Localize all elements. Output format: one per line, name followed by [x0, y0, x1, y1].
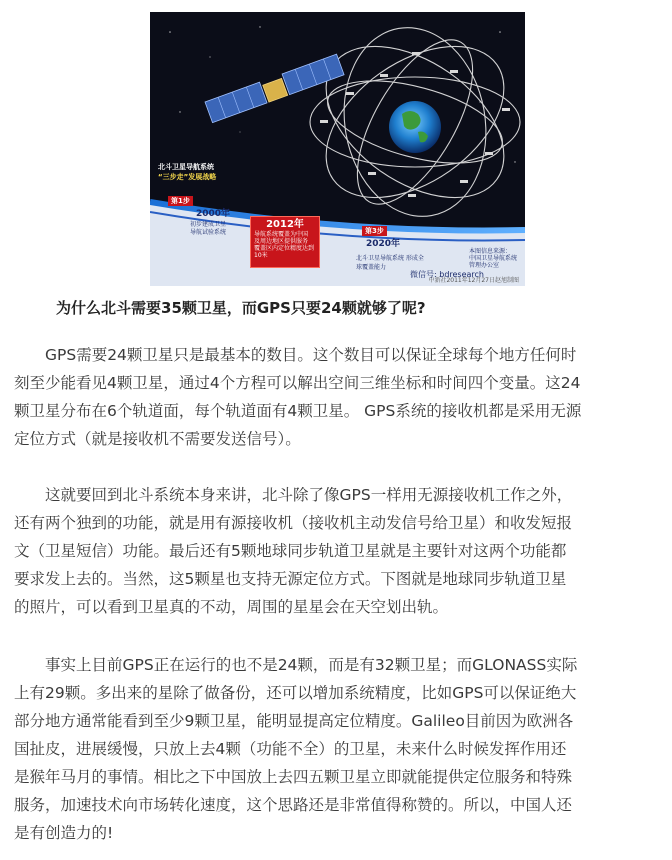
figure-credit: 中新社2011年12月27日赵旭制图: [428, 277, 519, 284]
text-line: 还有两个独到的功能，就是用有源接收机（接收机主动发信号给卫星）和收发短报: [14, 514, 573, 532]
text-line: 事实上目前GPS正在运行的也不是24颗，而是有32颗卫星；而GLONASS实际: [14, 656, 578, 674]
text-line: 服务，加速技术向市场转化速度，这个思路还是非常值得称赞的。所以，中国人还: [14, 796, 573, 814]
text-line: 文（卫星短信）功能。最后还有5颗地球同步轨道卫星就是主要针对这两个功能都: [14, 542, 567, 560]
text-line: 是有创造力的!: [14, 824, 114, 842]
text-line: 刻至少能看见4颗卫星，通过4个方程可以解出空间三维坐标和时间四个变量。这24: [14, 374, 581, 392]
figure-title: 北斗卫星导航系统 “三步走”发展战略: [158, 163, 217, 181]
text-line: 是猴年马月的事情。相比之下中国放上去四五颗卫星立即就能提供定位服务和特殊: [14, 768, 573, 786]
step1-description: 初步建成卫星 导航试验系统: [190, 221, 227, 236]
text-line: 这就要回到北斗系统本身来讲，北斗除了像GPS一样用无源接收机工作之外，: [14, 486, 573, 504]
paragraph-gps-glonass-galileo: [14, 651, 664, 847]
paragraph-gps-24: [14, 341, 664, 453]
text-line: GPS需要24颗卫星只是最基本的数目。这个数目可以保证全球每个地方任何时: [14, 346, 577, 364]
text-line: 上有29颗。多出来的星除了做备份，还可以增加系统精度，比如GPS可以保证绝大: [14, 684, 577, 702]
text-line: 颗卫星分布在6个轨道面，每个轨道面有4颗卫星。 GPS系统的接收机都是采用无源: [14, 402, 582, 420]
step1-year: 2000年: [196, 209, 231, 219]
text-line: 部分地方通常能看到至少9颗卫星，能明显提高定位精度。Galileo目前因为欧洲各: [14, 712, 574, 730]
step1-badge: 第1步: [168, 196, 193, 206]
step3-badge: 第3步: [362, 226, 387, 236]
step3-year: 2020年: [366, 239, 401, 249]
satellite-orbit-illustration: [150, 12, 525, 286]
paragraph-beidou-features: [14, 481, 664, 621]
step3-description: 北斗卫星导航系统 形成全球覆盖能力: [356, 255, 424, 271]
beidou-strategy-image: [150, 12, 525, 286]
text-line: 定位方式（就是接收机不需要发送信号）。: [14, 430, 301, 448]
text-line: 的照片，可以看到卫星真的不动，周围的星星会在天空划出轨。: [14, 598, 449, 616]
figure-source: 本图信息来源： 中国卫星导航系统 管理办公室: [468, 248, 517, 269]
section-heading: 为什么北斗需要35颗卫星，而GPS只要24颗就够了呢?: [56, 299, 426, 317]
text-line: 要求发上去的。当然，这5颗星也支持无源定位方式。下图就是地球同步轨道卫星: [14, 570, 567, 588]
wechat-watermark: 微信号: bdresearch: [410, 270, 485, 279]
text-line: 国扯皮，进展缓慢，只放上去4颗（功能不全）的卫星，未来什么时候发挥作用还: [14, 740, 567, 758]
step2-callout: 2012年 导航系统覆盖为中国 及周边地区提供服务 覆盖区内定位精度达到 10米: [250, 216, 320, 268]
